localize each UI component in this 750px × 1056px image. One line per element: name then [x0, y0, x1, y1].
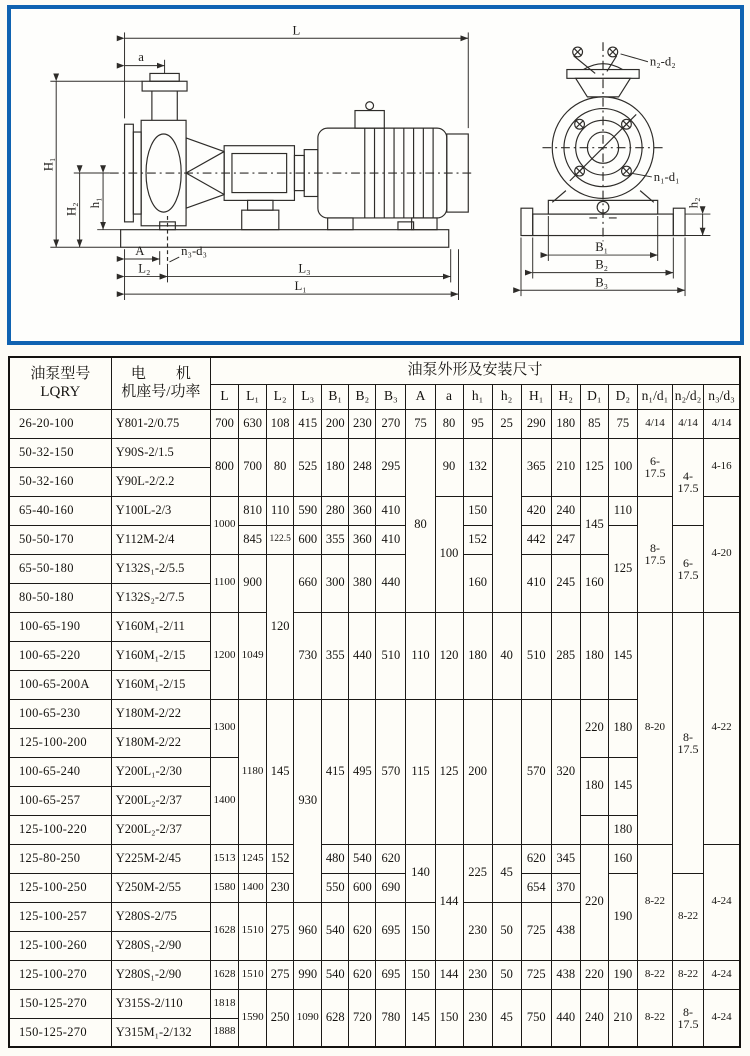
- motor-model-cell: Y132S₁-2/5.5: [111, 554, 210, 583]
- motor-model-cell: Y100L-2/3: [111, 496, 210, 525]
- dim-cell: 440: [376, 554, 406, 612]
- pump-model-cell: 125-100-200: [9, 728, 111, 757]
- dim-cell: 990: [294, 960, 322, 989]
- dim-cell: 620: [376, 844, 406, 873]
- dim-cell: 628: [322, 989, 349, 1047]
- dim-cell: 1100: [211, 554, 239, 612]
- dim-label-B3: B₃: [595, 275, 609, 290]
- dim-cell: 365: [521, 438, 551, 496]
- dim-header-3: L₃: [294, 384, 322, 409]
- dim-cell: 600: [294, 525, 322, 554]
- dim-label-n1d1: n₁-d₁: [653, 169, 680, 184]
- dim-cell: 4-24: [704, 989, 740, 1047]
- motor-model-cell: Y160M₁-2/15: [111, 670, 210, 699]
- dim-cell: 654: [521, 873, 551, 902]
- motor-model-cell: Y315M₁-2/132: [111, 1018, 210, 1047]
- dim-cell: 230: [463, 960, 492, 989]
- dim-cell: 145: [406, 989, 435, 1047]
- pump-model-cell: 100-65-190: [9, 612, 111, 641]
- dim-cell: 1818: [211, 989, 239, 1018]
- dim-cell: 245: [551, 554, 580, 612]
- dim-cell: 360: [349, 496, 376, 525]
- dim-cell: 730: [294, 612, 322, 699]
- dim-cell: 495: [349, 699, 376, 844]
- dim-cell: 4-22: [704, 612, 740, 844]
- dim-cell: 152: [267, 844, 294, 873]
- pump-model-cell: 50-32-150: [9, 438, 111, 467]
- dim-cell: 510: [376, 612, 406, 699]
- dim-cell: 200: [322, 409, 349, 438]
- dim-cell: 1510: [239, 902, 267, 960]
- dim-cell: 8-22: [673, 873, 704, 960]
- dim-cell: 1510: [239, 960, 267, 989]
- dim-cell: 540: [322, 902, 349, 960]
- dim-cell: 122.5: [267, 525, 294, 554]
- dim-cell: 410: [376, 525, 406, 554]
- dim-cell: 1300: [211, 699, 239, 757]
- dim-cell: 145: [608, 612, 637, 699]
- dim-cell: 750: [521, 989, 551, 1047]
- dim-cell: 695: [376, 902, 406, 960]
- pump-model-cell: 150-125-270: [9, 1018, 111, 1047]
- pump-model-cell: 125-80-250: [9, 844, 111, 873]
- dim-cell: 550: [322, 873, 349, 902]
- dim-cell: 725: [521, 960, 551, 989]
- dim-cell: 4/14: [673, 409, 704, 438]
- pump-model-cell: 125-100-260: [9, 931, 111, 960]
- motor-model-cell: Y200L₂-2/37: [111, 786, 210, 815]
- dim-header-9: h₁: [463, 384, 492, 409]
- motor-model-cell: Y180M-2/22: [111, 728, 210, 757]
- dim-cell: 4-20: [704, 496, 740, 612]
- dim-cell: 6- 17.5: [673, 525, 704, 612]
- dim-cell: 300: [322, 554, 349, 612]
- pump-model-column-header: 油泵型号 LQRY: [9, 357, 111, 409]
- dim-header-7: A: [406, 384, 435, 409]
- pump-end-view: [521, 42, 685, 241]
- dim-cell: 810: [239, 496, 267, 525]
- dim-cell: 570: [376, 699, 406, 844]
- dim-cell: 230: [463, 989, 492, 1047]
- dim-cell: 25: [492, 409, 521, 438]
- dim-header-5: B₂: [349, 384, 376, 409]
- dim-cell: 180: [463, 612, 492, 699]
- dim-cell: 8-22: [637, 844, 672, 960]
- motor-column-header: 电 机 机座号/功率: [111, 357, 210, 409]
- dim-cell: 125: [580, 438, 608, 496]
- dim-cell: 1000: [211, 496, 239, 554]
- dim-cell: 415: [294, 409, 322, 438]
- dim-cell: 230: [267, 873, 294, 902]
- dim-cell: 8- 17.5: [637, 496, 672, 612]
- side-view-dimensions: [50, 32, 468, 300]
- dim-cell: 780: [376, 989, 406, 1047]
- dim-header-4: B₁: [322, 384, 349, 409]
- dim-cell: 4-16: [704, 438, 740, 496]
- dim-cell: 360: [349, 525, 376, 554]
- dim-cell: 442: [521, 525, 551, 554]
- dim-header-15: n₁/d₁: [637, 384, 672, 409]
- dim-cell: 180: [580, 757, 608, 815]
- dim-cell: 190: [608, 960, 637, 989]
- dim-cell: 8- 17.5: [673, 989, 704, 1047]
- pump-model-cell: 125-100-270: [9, 960, 111, 989]
- dim-cell: 320: [551, 699, 580, 844]
- dim-cell: 220: [580, 960, 608, 989]
- dim-cell: 8-22: [637, 960, 672, 989]
- dim-cell: 1049: [239, 612, 267, 699]
- dim-label-a: a: [138, 49, 144, 64]
- dim-cell: 4-24: [704, 960, 740, 989]
- dim-cell: 355: [322, 525, 349, 554]
- dim-cell: 100: [608, 438, 637, 496]
- pump-drawing-box: [7, 5, 744, 345]
- motor-model-cell: Y280S₁-2/90: [111, 931, 210, 960]
- dim-cell: 8-20: [637, 612, 672, 844]
- dim-cell: 160: [608, 844, 637, 873]
- dim-cell: 4- 17.5: [673, 438, 704, 525]
- dim-cell: 380: [349, 554, 376, 612]
- dim-cell: 295: [376, 438, 406, 496]
- dim-cell: 125: [435, 699, 463, 844]
- dim-cell: 1245: [239, 844, 267, 873]
- dim-cell: 8-22: [673, 960, 704, 989]
- dim-cell: 1628: [211, 960, 239, 989]
- pump-model-cell: 80-50-180: [9, 583, 111, 612]
- dim-cell: 695: [376, 960, 406, 989]
- dim-cell: 132: [463, 438, 492, 496]
- dim-cell: 438: [551, 902, 580, 960]
- dim-cell: 620: [349, 960, 376, 989]
- dim-cell: 570: [521, 699, 551, 844]
- dim-cell: 75: [406, 409, 435, 438]
- dim-cell: 80: [267, 438, 294, 496]
- dim-cell: 125: [608, 525, 637, 612]
- dim-cell: 115: [406, 699, 435, 844]
- dim-cell: 210: [608, 989, 637, 1047]
- dim-label-H1: H₁: [41, 157, 56, 172]
- dim-cell: [492, 699, 521, 844]
- dim-cell: 140: [406, 844, 435, 902]
- dim-cell: 240: [580, 989, 608, 1047]
- dim-cell: 525: [294, 438, 322, 496]
- pump-model-cell: 100-65-230: [9, 699, 111, 728]
- motor-model-cell: Y280S₁-2/90: [111, 960, 210, 989]
- pump-model-cell: 125-100-250: [9, 873, 111, 902]
- dim-cell: 930: [294, 699, 322, 902]
- dim-cell: 220: [580, 844, 608, 960]
- dim-cell: 8-22: [637, 989, 672, 1047]
- motor-model-cell: Y225M-2/45: [111, 844, 210, 873]
- dim-cell: 152: [463, 525, 492, 554]
- dim-header-0: L: [211, 384, 239, 409]
- dim-label-h1: h₁: [88, 197, 103, 209]
- dim-cell: 180: [608, 699, 637, 757]
- pump-model-cell: 65-40-160: [9, 496, 111, 525]
- dim-cell: 370: [551, 873, 580, 902]
- dim-cell: 40: [492, 612, 521, 699]
- dim-cell: 248: [349, 438, 376, 496]
- pump-model-cell: 50-32-160: [9, 467, 111, 496]
- dim-cell: 1628: [211, 902, 239, 960]
- dim-header-12: H₂: [551, 384, 580, 409]
- dim-cell: 247: [551, 525, 580, 554]
- dim-cell: 630: [239, 409, 267, 438]
- dim-cell: 145: [580, 496, 608, 554]
- dim-cell: 230: [463, 902, 492, 960]
- dim-cell: 355: [322, 612, 349, 699]
- dim-cell: 280: [322, 496, 349, 525]
- dim-header-14: D₂: [608, 384, 637, 409]
- dim-cell: 50: [492, 960, 521, 989]
- dim-cell: 660: [294, 554, 322, 612]
- dim-cell: 210: [551, 438, 580, 496]
- dim-cell: 120: [435, 612, 463, 699]
- dim-cell: 250: [267, 989, 294, 1047]
- dim-cell: 270: [376, 409, 406, 438]
- dim-cell: 120: [267, 554, 294, 699]
- end-view-dimensions: [521, 54, 710, 296]
- pump-model-cell: 50-50-170: [9, 525, 111, 554]
- table-title: 油泵外形及安装尺寸: [211, 357, 741, 384]
- dim-cell: 620: [521, 844, 551, 873]
- dim-cell: 285: [551, 612, 580, 699]
- dim-cell: 700: [211, 409, 239, 438]
- dim-label-B1: B₁: [595, 240, 609, 255]
- dim-cell: 180: [551, 409, 580, 438]
- dim-cell: [580, 815, 608, 844]
- dim-cell: 225: [463, 844, 492, 902]
- dim-cell: 80: [435, 409, 463, 438]
- dim-cell: 240: [551, 496, 580, 525]
- dim-cell: 180: [580, 612, 608, 699]
- dim-cell: 150: [406, 960, 435, 989]
- pump-model-cell: 26-20-100: [9, 409, 111, 438]
- dim-cell: 600: [349, 873, 376, 902]
- dim-cell: 590: [294, 496, 322, 525]
- motor-model-cell: Y200L₂-2/37: [111, 815, 210, 844]
- dim-cell: 144: [435, 844, 463, 960]
- motor-model-cell: Y280S-2/75: [111, 902, 210, 931]
- dim-cell: 345: [551, 844, 580, 873]
- dim-cell: 90: [435, 438, 463, 496]
- dim-header-6: B₃: [376, 384, 406, 409]
- dim-cell: 1400: [239, 873, 267, 902]
- dim-cell: 8- 17.5: [673, 612, 704, 873]
- dim-header-10: h₂: [492, 384, 521, 409]
- dim-cell: 960: [294, 902, 322, 960]
- dim-cell: 160: [463, 554, 492, 612]
- dim-cell: 1590: [239, 989, 267, 1047]
- dim-cell: 110: [406, 612, 435, 699]
- motor-model-cell: Y180M-2/22: [111, 699, 210, 728]
- dim-cell: 75: [608, 409, 637, 438]
- motor-model-cell: Y250M-2/55: [111, 873, 210, 902]
- motor-model-cell: Y132S₂-2/7.5: [111, 583, 210, 612]
- dim-cell: 150: [406, 902, 435, 960]
- motor-model-cell: Y90L-2/2.2: [111, 467, 210, 496]
- dim-cell: 180: [608, 815, 637, 844]
- dim-label-H2: H₂: [64, 202, 79, 217]
- dim-cell: 1513: [211, 844, 239, 873]
- dim-cell: 690: [376, 873, 406, 902]
- dim-cell: 700: [239, 438, 267, 496]
- motor-model-cell: Y160M₁-2/15: [111, 641, 210, 670]
- pump-side-view: [110, 73, 474, 264]
- pump-model-cell: 100-65-257: [9, 786, 111, 815]
- dim-cell: 415: [322, 699, 349, 844]
- dim-cell: 108: [267, 409, 294, 438]
- dim-label-L3: L₃: [298, 261, 311, 276]
- dim-cell: 480: [322, 844, 349, 873]
- dim-cell: 230: [349, 409, 376, 438]
- dim-cell: 80: [406, 438, 435, 612]
- dim-cell: 440: [349, 612, 376, 699]
- dim-cell: 900: [239, 554, 267, 612]
- dim-cell: 275: [267, 960, 294, 989]
- dim-cell: 720: [349, 989, 376, 1047]
- dim-header-1: L₁: [239, 384, 267, 409]
- dim-cell: 800: [211, 438, 239, 496]
- dim-cell: 410: [376, 496, 406, 525]
- dim-cell: 1200: [211, 612, 239, 699]
- dim-cell: 144: [435, 960, 463, 989]
- dim-header-13: D₁: [580, 384, 608, 409]
- dim-header-8: a: [435, 384, 463, 409]
- dim-label-A: A: [135, 244, 145, 259]
- dim-cell: 6- 17.5: [637, 438, 672, 496]
- motor-model-cell: Y315S-2/110: [111, 989, 210, 1018]
- dim-cell: 410: [521, 554, 551, 612]
- dim-cell: 220: [580, 699, 608, 757]
- dim-cell: 50: [492, 902, 521, 960]
- dim-cell: 45: [492, 989, 521, 1047]
- dim-header-16: n₂/d₂: [673, 384, 704, 409]
- dim-cell: 145: [267, 699, 294, 844]
- dim-label-B2: B₂: [595, 257, 609, 272]
- dim-cell: 440: [551, 989, 580, 1047]
- dim-cell: 85: [580, 409, 608, 438]
- dim-cell: 620: [349, 902, 376, 960]
- dim-cell: 4-24: [704, 844, 740, 960]
- dim-cell: 45: [492, 844, 521, 902]
- motor-model-cell: Y160M₁-2/11: [111, 612, 210, 641]
- dim-cell: 160: [580, 554, 608, 612]
- dim-cell: 190: [608, 873, 637, 960]
- dim-header-2: L₂: [267, 384, 294, 409]
- dim-cell: 510: [521, 612, 551, 699]
- dim-cell: 4/14: [637, 409, 672, 438]
- dim-cell: 1580: [211, 873, 239, 902]
- dim-cell: 540: [349, 844, 376, 873]
- dim-label-L: L: [292, 23, 301, 38]
- dim-cell: 100: [435, 496, 463, 612]
- dim-header-11: H₁: [521, 384, 551, 409]
- dim-cell: 845: [239, 525, 267, 554]
- motor-model-cell: Y112M-2/4: [111, 525, 210, 554]
- dim-cell: [492, 438, 521, 612]
- dim-cell: 110: [608, 496, 637, 525]
- dim-cell: 1400: [211, 757, 239, 844]
- dim-cell: 1180: [239, 699, 267, 844]
- motor-model-cell: Y801-2/0.75: [111, 409, 210, 438]
- pump-model-cell: 100-65-200A: [9, 670, 111, 699]
- dim-cell: 420: [521, 496, 551, 525]
- dim-cell: 150: [435, 989, 463, 1047]
- dim-cell: 290: [521, 409, 551, 438]
- motor-model-cell: Y200L₁-2/30: [111, 757, 210, 786]
- pump-model-cell: 125-100-220: [9, 815, 111, 844]
- dim-header-17: n₃/d₃: [704, 384, 740, 409]
- dim-label-n3d3: n₃-d₃: [181, 244, 207, 259]
- dim-cell: 145: [608, 757, 637, 815]
- dim-cell: 1888: [211, 1018, 239, 1047]
- dim-label-n2d2: n₂-d₂: [649, 54, 676, 69]
- dim-cell: 1090: [294, 989, 322, 1047]
- dimension-table-wrap: [8, 356, 744, 1048]
- dim-cell: 540: [322, 960, 349, 989]
- dim-label-L2: L₂: [138, 261, 151, 276]
- dim-cell: 110: [267, 496, 294, 525]
- pump-model-cell: 100-65-240: [9, 757, 111, 786]
- motor-model-cell: Y90S-2/1.5: [111, 438, 210, 467]
- dim-cell: 150: [463, 496, 492, 525]
- pump-model-cell: 125-100-257: [9, 902, 111, 931]
- dim-cell: 275: [267, 902, 294, 960]
- pump-model-cell: 65-50-180: [9, 554, 111, 583]
- pump-dimension-table: [8, 356, 741, 1048]
- pump-outline-drawing: [11, 9, 740, 341]
- dim-label-L1: L₁: [294, 279, 307, 294]
- dim-cell: 4/14: [704, 409, 740, 438]
- dim-cell: 180: [322, 438, 349, 496]
- pump-model-cell: 150-125-270: [9, 989, 111, 1018]
- dim-cell: 438: [551, 960, 580, 989]
- dim-cell: 725: [521, 902, 551, 960]
- dim-cell: 200: [463, 699, 492, 844]
- dim-cell: 95: [463, 409, 492, 438]
- dim-label-h2: h₂: [686, 197, 701, 209]
- pump-model-cell: 100-65-220: [9, 641, 111, 670]
